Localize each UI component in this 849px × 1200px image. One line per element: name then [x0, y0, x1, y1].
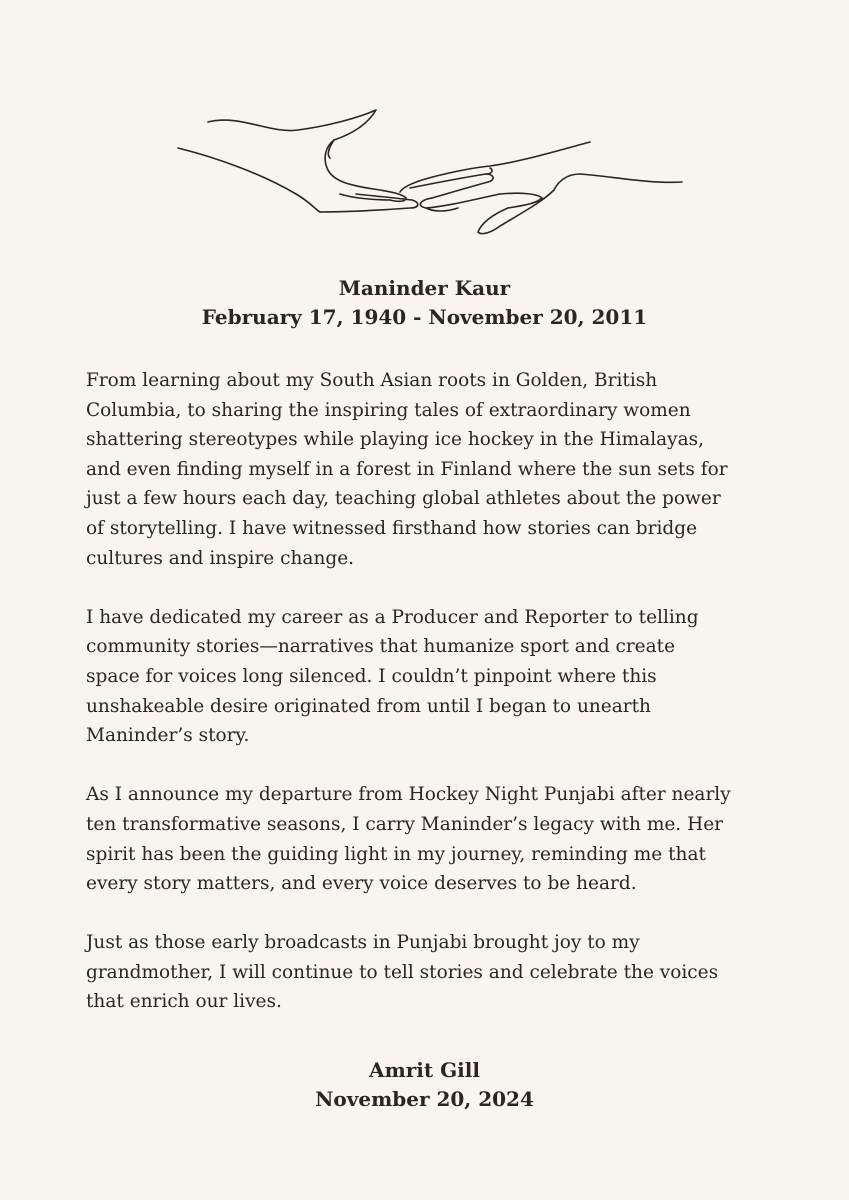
text-line: ten transformative seasons, I carry Maninder’s legacy with me. Her: [86, 813, 723, 835]
text-line: Maninder’s story.: [86, 725, 250, 747]
text-line: I have dedicated my career as a Producer and Reporter to telling: [86, 606, 699, 628]
signature-block: [0, 1056, 849, 1114]
text-line: Columbia, to sharing the inspiring tales of extraordinary women: [86, 399, 691, 421]
paragraph: [86, 603, 776, 751]
paragraph: [86, 780, 776, 898]
memorial-heading: [0, 274, 849, 332]
text-line: space for voices long silenced. I couldn’t pinpoint where this: [86, 665, 657, 687]
text-line: From learning about my South Asian roots in Golden, British: [86, 370, 658, 391]
paragraph: [86, 366, 776, 573]
signature-date: November 20, 2024: [315, 1087, 534, 1111]
text-line: As I announce my departure from Hockey Night Punjabi after nearly: [86, 784, 731, 806]
text-line: cultures and inspire change.: [86, 547, 355, 569]
memorial-dates: February 17, 1940 - November 20, 2011: [201, 305, 648, 329]
text-line: grandmother, I will continue to tell stories and celebrate the voices: [86, 961, 719, 983]
text-line: of storytelling. I have witnessed firsthand how stories can bridge: [86, 517, 698, 539]
two-hands-reaching-icon: [170, 102, 690, 247]
memorial-name: Maninder Kaur: [338, 276, 511, 300]
text-line: just a few hours each day, teaching global athletes about the power: [86, 488, 721, 510]
text-line: unshakeable desire originated from until I began to unearth: [86, 695, 651, 717]
text-line: that enrich our lives.: [86, 991, 282, 1013]
text-line: community stories—narratives that humanize sport and create: [86, 636, 676, 658]
text-line: shattering stereotypes while playing ice hockey in the Himalayas,: [86, 429, 705, 451]
signature-name: Amrit Gill: [369, 1058, 480, 1082]
text-line: spirit has been the guiding light in my journey, reminding me that: [86, 843, 706, 865]
text-line: and even finding myself in a forest in Finland where the sun sets for: [86, 458, 728, 480]
letter-body: [86, 366, 776, 1047]
text-line: Just as those early broadcasts in Punjabi brought joy to my: [86, 932, 640, 954]
paragraph: [86, 928, 776, 1017]
text-line: every story matters, and every voice deserves to be heard.: [86, 873, 637, 895]
